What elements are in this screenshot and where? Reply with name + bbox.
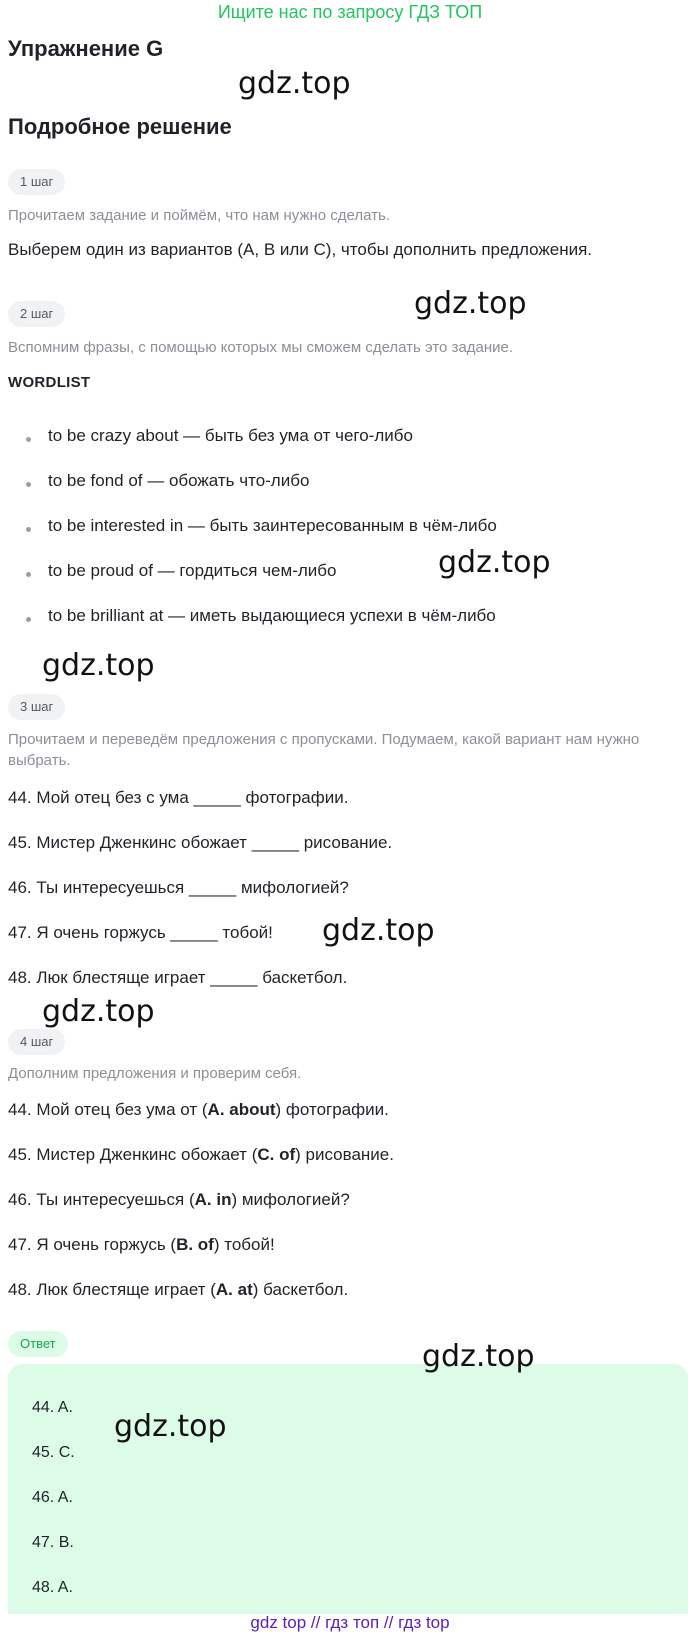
watermark: gdz.top [42, 994, 155, 1029]
wordlist-item: to be brilliant at — иметь выдающиеся успехи в чём-либо [48, 606, 496, 625]
watermark: gdz.top [114, 1409, 227, 1444]
answer-item: 46. A. [32, 1489, 73, 1506]
completed-sentence: 44. Мой отец без ума от (A. about) фотографии. [8, 1100, 389, 1119]
completed-sentence: 48. Люк блестяще играет (A. at) баскетбол. [8, 1280, 349, 1299]
answer-item: 48. A. [32, 1579, 73, 1596]
step-1-hint: Прочитаем задание и поймём, что нам нужно сделать. [8, 207, 391, 224]
watermark: gdz.top [42, 648, 155, 683]
exercise-title: Упражнение G [8, 36, 164, 61]
step-3-hint: Прочитаем и переведём предложения с пропусками. Подумаем, какой вариант нам нужно выбрать. [8, 731, 640, 769]
step-3-badge: 3 шаг [8, 694, 65, 720]
completed-sentence: 46. Ты интересуешься (A. in) мифологией? [8, 1190, 350, 1209]
bullet-icon [26, 527, 31, 532]
watermark: gdz.top [238, 66, 351, 101]
watermark: gdz.top [322, 913, 435, 948]
gap-sentence: 47. Я очень горжусь _____ тобой! [8, 923, 273, 942]
answer-panel [8, 1364, 688, 1614]
gap-sentence: 45. Мистер Дженкинс обожает _____ рисование. [8, 833, 393, 852]
wordlist-heading: WORDLIST [8, 374, 91, 391]
wordlist-item: to be proud of — гордиться чем-либо [48, 561, 337, 580]
footer-links[interactable]: gdz top // гдз топ // гдз top [250, 1613, 450, 1632]
completed-sentence: 47. Я очень горжусь (B. of) тобой! [8, 1235, 275, 1254]
bullet-icon [26, 617, 31, 622]
step-1-text: Выберем один из вариантов (A, B или C), чтобы дополнить предложения. [8, 240, 593, 259]
step-2-hint: Вспомним фразы, с помощью которых мы сможем сделать это задание. [8, 339, 514, 356]
answer-item: 47. B. [32, 1534, 74, 1551]
bullet-icon [26, 572, 31, 577]
gap-sentence: 46. Ты интересуешься _____ мифологией? [8, 878, 349, 897]
watermark: gdz.top [422, 1339, 535, 1374]
step-4-hint: Дополним предложения и проверим себя. [8, 1065, 302, 1082]
answer-choice: A. about [207, 1100, 276, 1119]
watermark: gdz.top [414, 286, 527, 321]
wordlist-item: to be fond of — обожать что-либо [48, 471, 310, 490]
watermark: gdz.top [438, 545, 551, 580]
completed-sentence: 45. Мистер Дженкинс обожает (C. of) рисование. [8, 1145, 394, 1164]
answer-choice: A. at [215, 1280, 253, 1299]
answer-item: 45. C. [32, 1444, 75, 1461]
solution-heading: Подробное решение [8, 114, 232, 139]
bullet-icon [26, 437, 31, 442]
step-4-badge: 4 шаг [8, 1029, 65, 1055]
gap-sentence: 44. Мой отец без с ума _____ фотографии. [8, 788, 349, 807]
answer-item: 44. A. [32, 1399, 73, 1416]
wordlist-item: to be interested in — быть заинтересованным в чём-либо [48, 516, 497, 535]
search-hint-link[interactable]: Ищите нас по запросу ГДЗ ТОП [217, 2, 483, 22]
answer-choice: A. in [194, 1190, 232, 1209]
wordlist-item: to be crazy about — быть без ума от чего-либо [48, 426, 413, 445]
step-2-badge: 2 шаг [8, 301, 65, 327]
gap-sentence: 48. Люк блестяще играет _____ баскетбол. [8, 968, 348, 987]
step-1-badge: 1 шаг [8, 169, 65, 195]
answer-choice: B. of [176, 1235, 214, 1254]
bullet-icon [26, 482, 31, 487]
answer-choice: C. of [257, 1145, 296, 1164]
answer-badge: Ответ [8, 1331, 68, 1357]
